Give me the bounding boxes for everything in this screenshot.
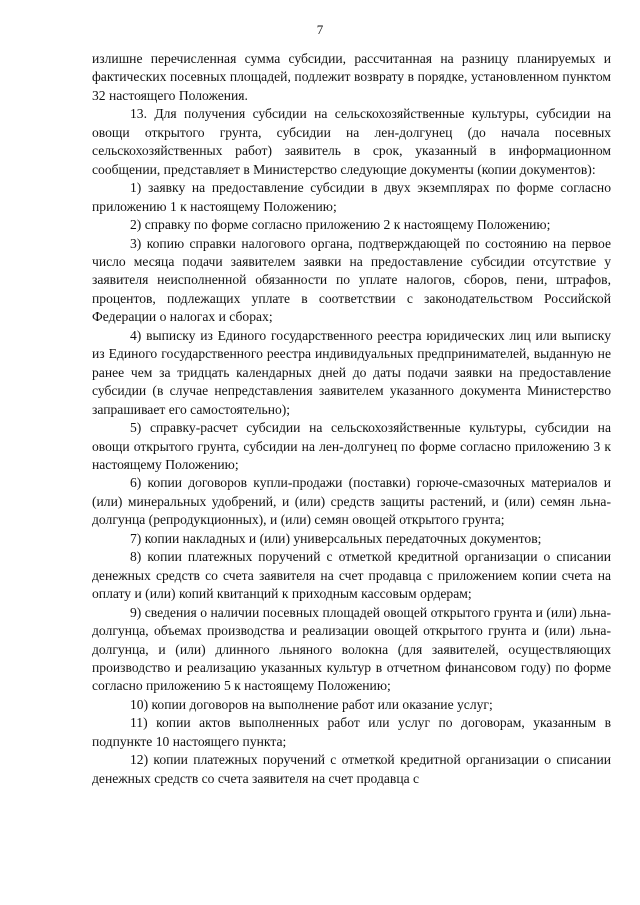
list-item-11: 11) копии актов выполненных работ или услуг по договорам, указанным в подпункте 10 настоящего пункта; [92, 715, 611, 749]
paragraph-continuation: излишне перечисленная сумма субсидии, рассчитанная на разницу планируемых и фактических посевных площадей, подлежит возврату в порядке, установленном пунктом 32 настоящего Положения. [92, 51, 611, 103]
list-item-9: 9) сведения о наличии посевных площадей овощей открытого грунта и (или) льна-долгунца, объемах производства и реализации овощей открытого грунта и (или) льна-долгунца, и (или) длинного льняного волокна (для заявителей, осуществляющих производство и реализацию указанных культур в отчетном финансовом году) по форме согласно приложению 5 к настоящему Положению; [92, 604, 611, 694]
list-item-4: 4) выписку из Единого государственного реестра юридических лиц или выписку из Единого государственного реестра индивидуальных предпринимателей, выданную не ранее чем за тридцать календарных дней до даты подачи заявки на предоставление субсидии (в случае непредставления заявителем указанного документа Министерство запрашивает его самостоятельно); [92, 327, 611, 417]
document-body [92, 50, 611, 788]
list-item-2: 2) справку по форме согласно приложению 2 к настоящему Положению; [130, 217, 551, 233]
list-item-1: 1) заявку на предоставление субсидии в двух экземплярах по форме согласно приложению 1 к настоящему Положению; [92, 180, 611, 214]
list-item-8: 8) копии платежных поручений с отметкой кредитной организации о списании денежных средств со счета заявителя на счет продавца с приложением копии счета на оплату и (или) копий квитанций к приходным кассовым ордерам; [92, 549, 611, 602]
page-number: 7 [316, 22, 324, 37]
list-item-5: 5) справку-расчет субсидии на сельскохозяйственные культуры, субсидии на овощи открытого грунта, субсидии на лен-долгунец по форме согласно приложению 3 к настоящему Положению; [92, 420, 611, 472]
paragraph-item-13: 13. Для получения субсидии на сельскохозяйственные культуры, субсидии на овощи открытого грунта, субсидии на лен-долгунец (до начала посевных сельскохозяйственных работ) заявитель в срок, указанный в информационном сообщении, представляет в Министерство следующие документы (копии документов): [92, 106, 611, 177]
list-item-3: 3) копию справки налогового органа, подтверждающей по состоянию на первое число месяца подачи заявителем заявки на предоставление субсидии отсутствие у заявителя неисполненной обязанности по уплате налогов, сборов, пени, штрафов, процентов, подлежащих уплате в соответствии с законодательством Российской Федерации о налогах и сборах; [92, 235, 611, 325]
list-item-12: 12) копии платежных поручений с отметкой кредитной организации о списании денежных средств со счета заявителя на счет продавца с [92, 752, 611, 786]
list-item-7: 7) копии накладных и (или) универсальных передаточных документов; [130, 530, 542, 546]
list-item-10: 10) копии договоров на выполнение работ или оказание услуг; [130, 696, 493, 712]
list-item-6: 6) копии договоров купли-продажи (поставки) горюче-смазочных материалов и (или) минеральных удобрений, и (или) средств защиты растений, и (или) семян льна-долгунца (репродукционных), и (или) семян овощей открытого грунта; [92, 475, 611, 528]
